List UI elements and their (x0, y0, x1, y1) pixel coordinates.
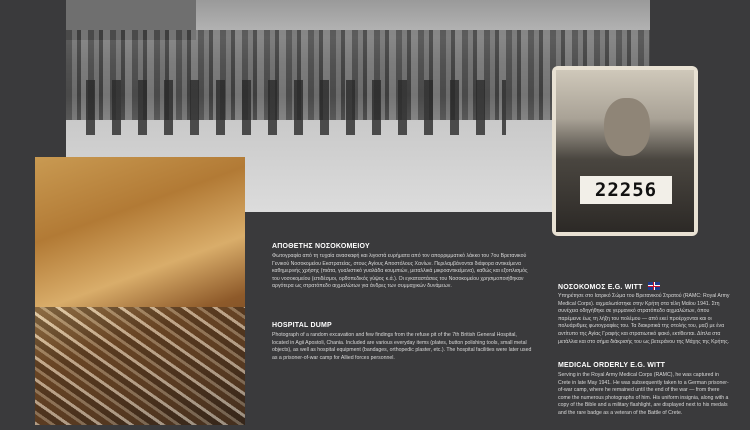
dump-text-english: Photograph of a random excavation and few findings from the refuse pit of the 7th British General Hospital, located in Agii Apostoli, Chania. Included are various everyday items (plates, button polishing tools, small metal objects), as well as hospital equipment (bandages, orthopedic plaster, etc.). The hospital facilities were later used as a prisoner-of-war camp for Allied forces personnel. (272, 332, 532, 361)
witt-text-greek: Υπηρέτησε στο Ιατρικό Σώμα του Βρετανικού Στρατού (RAMC: Royal Army Medical Corps). αιχμαλωτίστηκε στην Κρήτη στα τέλη Μαΐου 1941. Στη συνέχεια οδηγήθηκε σε γερμανικό στρατόπεδο αιχμαλώτων, όπου παρέμεινε έως τη λήξη του πολέμου — από εκεί προέρχονται και οι πολυάριθμες φωτογραφίες του. Τα διακριτικά της στολής του, μαζί με ένα αντίτυπο της Αγίας Γραφής και στρατιωτικό φακό, εκτίθενται. Δίπλα στα μετάλλια και στο σήμα διάκρισής του ως βετεράνου της Μάχης της Κρήτης. (558, 293, 730, 345)
uk-flag-icon (648, 282, 660, 290)
portrait-photo (552, 66, 698, 236)
dump-text-greek: Φωτογραφία από τη τυχαία ανασκαφή και λιγοστά ευρήματα από τον απορριμματικό λάκκο του 7ου Βρετανικού Γενικού Νοσοκομείου Εκστρατείας, στους Αγίους Αποστόλους Χανίων. Περιλαμβάνονται διάφορα αντικείμενα καθημερινής χρήσης (πιάτα, γυαλιστικό γυαλάδα κουμπιών, μεταλλικά μικροαντικείμενα), καθώς και εξοπλισμός του νοσοκομείου (επιδέσμοι, ορθοπεδικός γύψος κ.ά.). Οι εγκαταστάσεις του Νοσοκομείου χρησιμοποιήθηκαν αργότερα ως στρατόπεδο αιχμαλώτων για άνδρες των συμμαχικών δυνάμεων. (272, 253, 528, 290)
dump-title-english: HOSPITAL DUMP (272, 322, 332, 329)
witt-title-english: MEDICAL ORDERLY E.G. WITT (558, 362, 666, 369)
excavation-photo (35, 157, 245, 425)
dump-title-greek: ΑΠΟΘΕΤΗΣ ΝΟΣΟΚΟΜΕΙΟΥ (272, 243, 370, 250)
prisoner-number-tag: 22256 (580, 176, 672, 204)
portrait-face (604, 98, 650, 156)
witt-title-greek-text: ΝΟΣΟΚΟΜΟΣ E.G. WITT (558, 284, 643, 291)
witt-text-english: Serving in the Royal Army Medical Corps (RAMC), he was captured in Crete in late May 1941. He was subsequently taken to a German prisoner-of-war camp, where he remained until the end of the war — from there come the numerous photographs of him. His uniform insignia, along with a copy of the Bible and a military flashlight, are displayed next to his medals and the rare badge as a veteran of the Battle of Crete. (558, 372, 729, 416)
witt-title-greek (558, 282, 660, 291)
